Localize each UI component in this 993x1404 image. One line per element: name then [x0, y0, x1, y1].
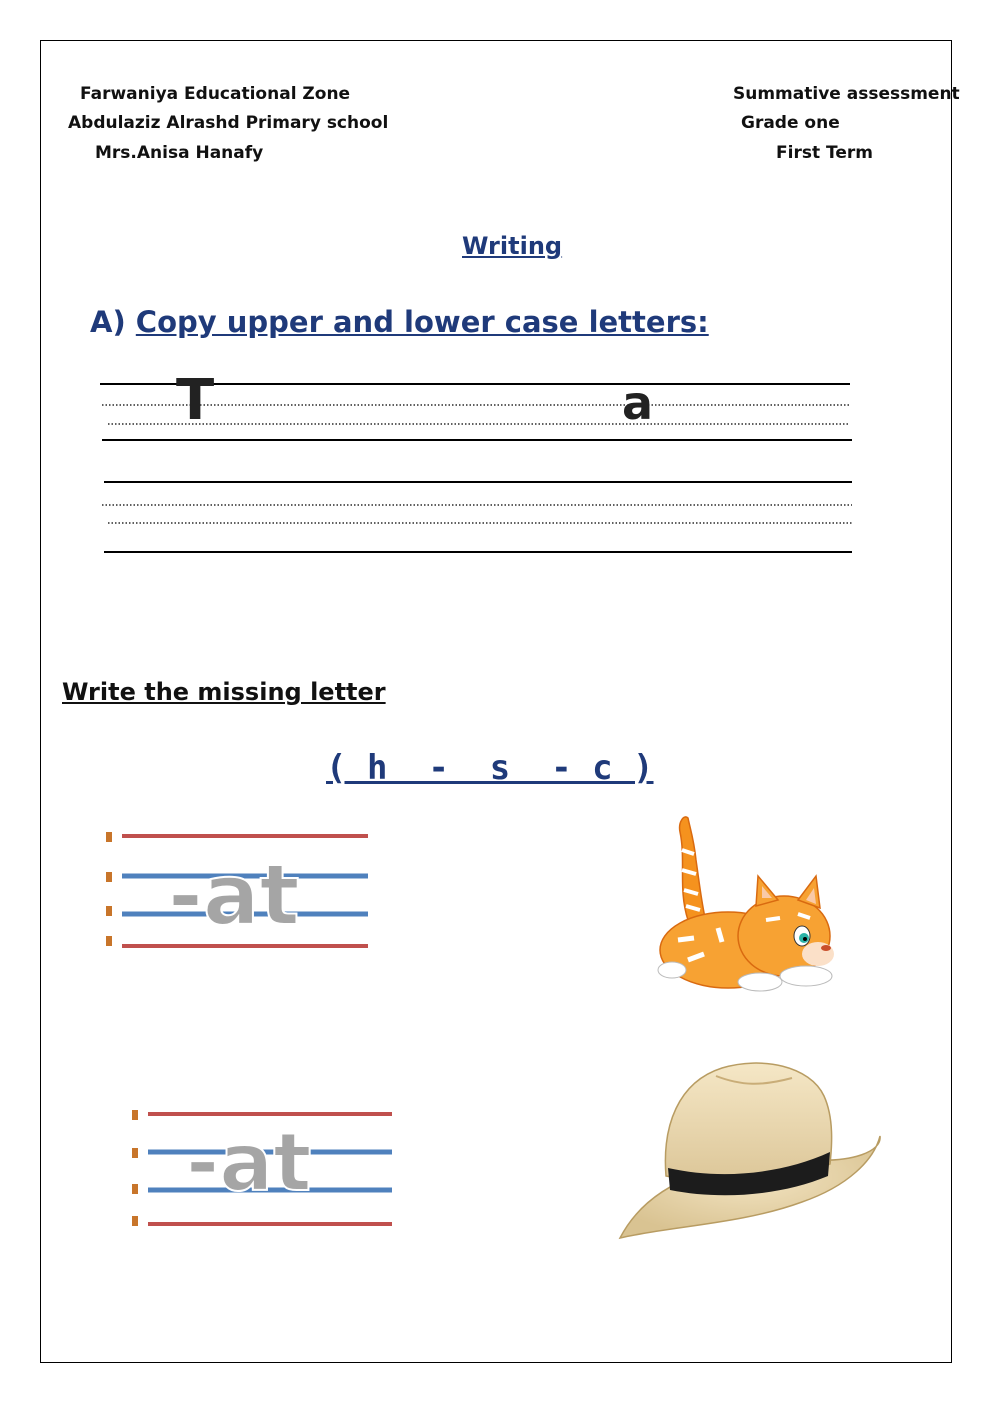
- section-a-instruction: Copy upper and lower case letters:: [135, 305, 709, 339]
- word-tile-1: [100, 826, 380, 956]
- header-grade: Grade one: [741, 113, 840, 133]
- header-teacher: Mrs.Anisa Hanafy: [95, 143, 264, 163]
- header-term: First Term: [776, 143, 873, 163]
- header-assessment: Summative assessment: [733, 84, 960, 104]
- letter-choices: ( h - s - c ): [326, 748, 654, 788]
- section-title: Writing: [462, 232, 563, 260]
- section-b-instruction: Write the missing letter: [62, 678, 386, 706]
- word-tile-2-text: -at: [186, 1116, 312, 1209]
- cat-icon: [648, 810, 848, 1000]
- hat-icon: [612, 1056, 884, 1244]
- handwriting-lines: [0, 0, 993, 600]
- header-zone: Farwaniya Educational Zone: [80, 84, 351, 104]
- section-a-prefix: A): [90, 305, 136, 339]
- upper-case-sample: T: [176, 368, 215, 433]
- lower-case-sample: a: [622, 376, 654, 430]
- word-tile-2: [126, 1104, 398, 1230]
- header-school: Abdulaziz Alrashd Primary school: [68, 113, 389, 133]
- word-tile-1-text: -at: [168, 846, 300, 944]
